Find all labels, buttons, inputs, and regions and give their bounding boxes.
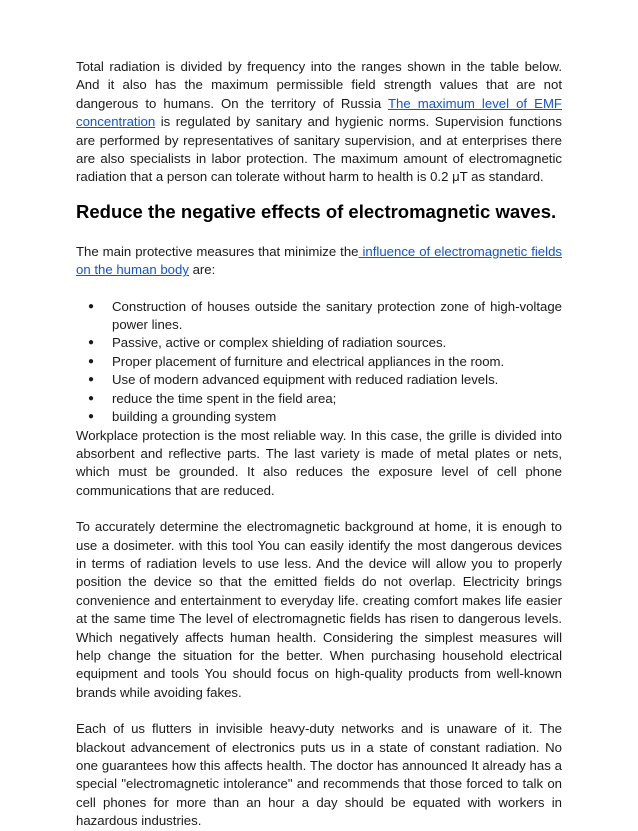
bullet-icon: ● bbox=[88, 300, 95, 312]
closing-paragraph: Each of us flutters in invisible heavy-duty networks and is unaware of it. The blackout advancement of electronics puts us in a state of constant radiation. No one guarantees how this affects health. The doctor has announced It already has a special "electromagnetic intolerance" and recommends that those forced to talk on cell phones for more than an hour a day should be equated with workers in hazardous industries. bbox=[76, 721, 562, 829]
bullet-icon: ● bbox=[88, 355, 95, 367]
list-item: ● reduce the time spent in the field area; bbox=[76, 390, 562, 408]
measures-intro-text-end: are: bbox=[188, 262, 216, 278]
document-page bbox=[76, 58, 562, 831]
dosimeter-paragraph: To accurately determine the electromagnetic background at home, it is enough to use a dosimeter. with this tool You can easily identify the most dangerous devices in terms of radiation levels to use less. And the device will allow you to properly position the device so that the emitted fields do not overlap. Electricity brings convenience and entertainment to everyday life. creating comfort makes life easier at the same time The level of electromagnetic fields has risen to dangerous levels. Which negatively affects human health. Considering the simplest measures will help change the situation for the better. When purchasing household electrical equipment and tools You should focus on high-quality products from well-known brands while avoiding fakes. bbox=[76, 519, 562, 700]
bullet-icon: ● bbox=[88, 411, 95, 423]
list-item: ● Use of modern advanced equipment with reduced radiation levels. bbox=[76, 371, 562, 389]
bullet-icon: ● bbox=[88, 337, 95, 349]
measures-intro-text-start: The main protective measures that minimize the bbox=[76, 243, 359, 259]
intro-text-start: Total radiation is divided by frequency into the ranges shown in the table below. And it also has the maximum permissible field strength values that are not dangerous to humans. On the territory of Russia bbox=[76, 59, 562, 111]
bullet-icon: ● bbox=[88, 392, 95, 404]
list-item: ● building a grounding system bbox=[76, 408, 562, 426]
list-item: ● Construction of houses outside the sanitary protection zone of high-voltage power lines. bbox=[88, 298, 562, 333]
protective-measures-list bbox=[76, 298, 562, 427]
bullet-icon: ● bbox=[88, 374, 95, 386]
list-item: ● Passive, active or complex shielding of radiation sources. bbox=[76, 334, 562, 352]
measures-intro-paragraph bbox=[76, 243, 562, 280]
section-heading: Reduce the negative effects of electromagnetic waves. bbox=[76, 200, 557, 222]
workplace-protection-paragraph: Workplace protection is the most reliable way. In this case, the grille is divided into absorbent and reflective parts. The last variety is made of metal plates or nets, which must be grounded. It also reduces the exposure level of cell phone communications that are reduced. bbox=[76, 427, 562, 498]
emf-concentration-link[interactable]: The maximum level of EMF concentration bbox=[76, 95, 562, 130]
intro-paragraph bbox=[76, 58, 562, 187]
intro-text-end: is regulated by sanitary and hygienic norms. Supervision functions are performed by representatives of sanitary supervision, and at enterprises there are also specialists in labor protection. The maximum amount of electromagnetic radiation that a person can tolerate without harm to health is 0.2 μT as standard. bbox=[76, 114, 562, 185]
list-item: ● Proper placement of furniture and electrical appliances in the room. bbox=[76, 353, 562, 371]
emf-influence-link[interactable]: influence of electromagnetic fields on the human body bbox=[76, 243, 563, 278]
